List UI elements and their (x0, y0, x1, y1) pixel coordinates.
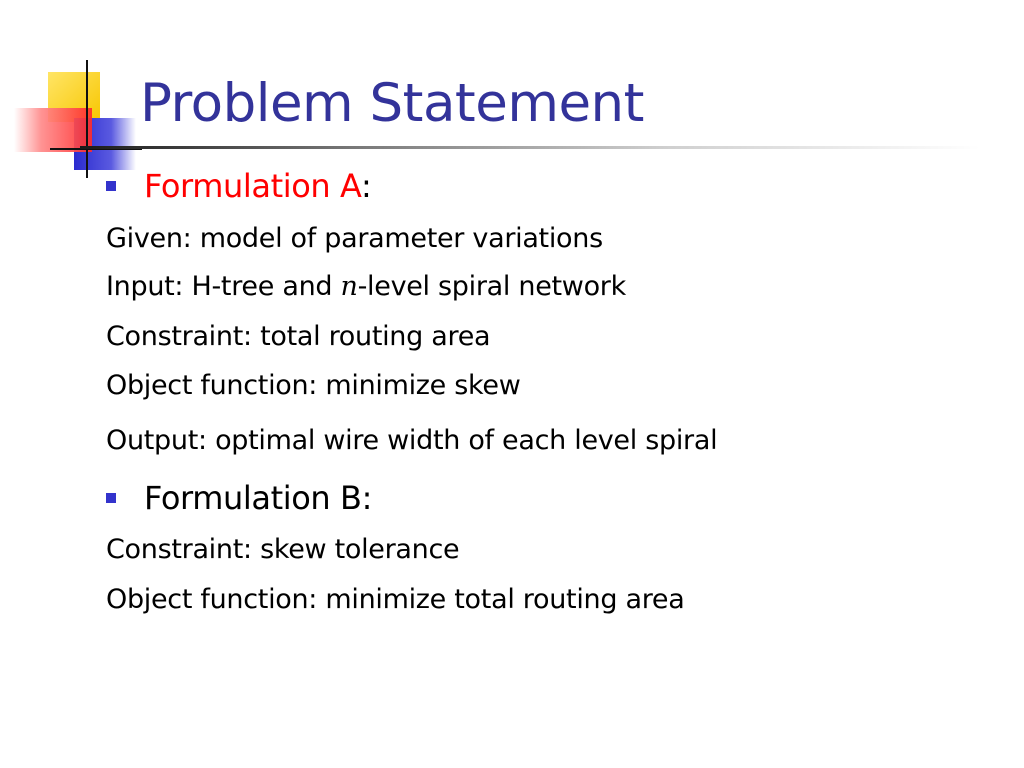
slide-title: Problem Statement (140, 73, 644, 134)
bullet-text (144, 167, 371, 205)
given-line: Given: model of parameter variations (106, 223, 603, 254)
constraint-a-line: Constraint: total routing area (106, 321, 491, 352)
objective-a-line: Object function: minimize skew (106, 370, 521, 401)
bullet-formulation-a (106, 164, 371, 208)
bullet-formulation-b (106, 476, 372, 520)
input-variable: n (340, 271, 358, 302)
formulation-b-label: Formulation B: (144, 479, 372, 517)
input-prefix: Input: H-tree and (106, 271, 341, 302)
input-line (106, 270, 626, 304)
formulation-a-label: Formulation A (144, 167, 361, 205)
formulation-a-colon: : (361, 167, 372, 205)
input-suffix: -level spiral network (357, 271, 626, 302)
objective-b-line: Object function: minimize total routing area (106, 584, 685, 615)
constraint-b-line: Constraint: skew tolerance (106, 534, 460, 565)
square-bullet-icon (106, 181, 116, 191)
output-line: Output: optimal wire width of each level spiral (106, 425, 718, 456)
square-bullet-icon (106, 493, 116, 503)
